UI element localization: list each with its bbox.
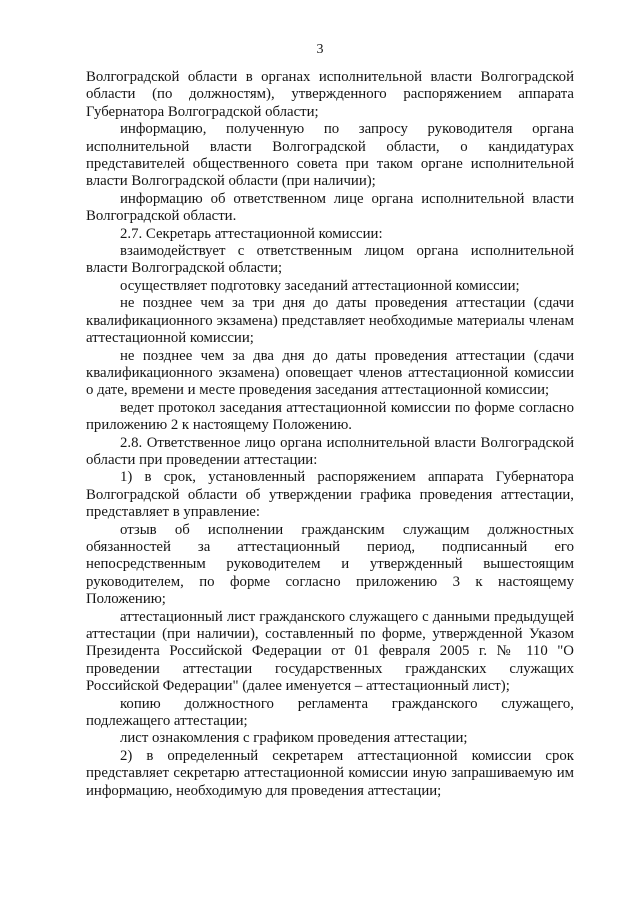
paragraph: информацию, полученную по запросу руководителя органа исполнительной власти Волгоградской области, о кандидатурах представителей общественного совета при таком органе исполнительной власти Волгоградской области (при наличии); — [86, 121, 574, 190]
paragraph: взаимодействует с ответственным лицом органа исполнительной власти Волгоградской области; — [86, 243, 574, 277]
paragraph: копию должностного регламента гражданского служащего, подлежащего аттестации; — [86, 695, 574, 730]
paragraph: 2.8. Ответственное лицо органа исполнительной власти Волгоградской области при проведении аттестации: — [86, 434, 574, 468]
paragraph: лист ознакомления с графиком проведения аттестации; — [120, 730, 468, 747]
document-body — [86, 69, 574, 800]
paragraph: ведет протокол заседания аттестационной комиссии по форме согласно приложению 2 к настоящему Положению. — [86, 399, 574, 434]
paragraph: не позднее чем за три дня до даты проведения аттестации (сдачи квалификационного экзамена) представляет необходимые материалы членам аттестационной комиссии; — [86, 295, 574, 347]
paragraph: осуществляет подготовку заседаний аттестационной комиссии; — [120, 277, 520, 294]
paragraph: 2) в определенный секретарем аттестационной комиссии срок представляет секретарю аттестационной комиссии иную запрашиваемую им информацию, необходимую для проведения аттестации; — [86, 747, 574, 799]
paragraph: информацию об ответственном лице органа исполнительной власти Волгоградской области. — [86, 190, 574, 225]
paragraph: Волгоградской области в органах исполнительной власти Волгоградской области (по должностям), утвержденного распоряжением аппарата Губернатора Волгоградской области; — [86, 69, 574, 120]
paragraph: аттестационный лист гражданского служащего с данными предыдущей аттестации (при наличии), составленный по форме, утвержденной Указом Президента Российской Федерации от 01 февраля 2005 г. № 110 "О проведении аттестации государственных гражданских служащих Российской Федерации" (далее именуется – аттестационный лист); — [86, 608, 574, 695]
paragraph: отзыв об исполнении гражданским служащим должностных обязанностей за аттестационный период, подписанный его непосредственным руководителем и утвержденный вышестоящим руководителем, по форме согласно приложению 3 к настоящему Положению; — [86, 521, 574, 608]
paragraph: 2.7. Секретарь аттестационной комиссии: — [120, 225, 383, 242]
paragraph: не позднее чем за два дня до даты проведения аттестации (сдачи квалификационного экзамена) оповещает членов аттестационной комиссии о дате, времени и месте проведения заседания аттестационной комиссии; — [86, 347, 574, 399]
paragraph: 1) в срок, установленный распоряжением аппарата Губернатора Волгоградской области об утверждении графика проведения аттестации, представляет в управление: — [86, 469, 574, 521]
page-number: 3 — [316, 42, 324, 57]
